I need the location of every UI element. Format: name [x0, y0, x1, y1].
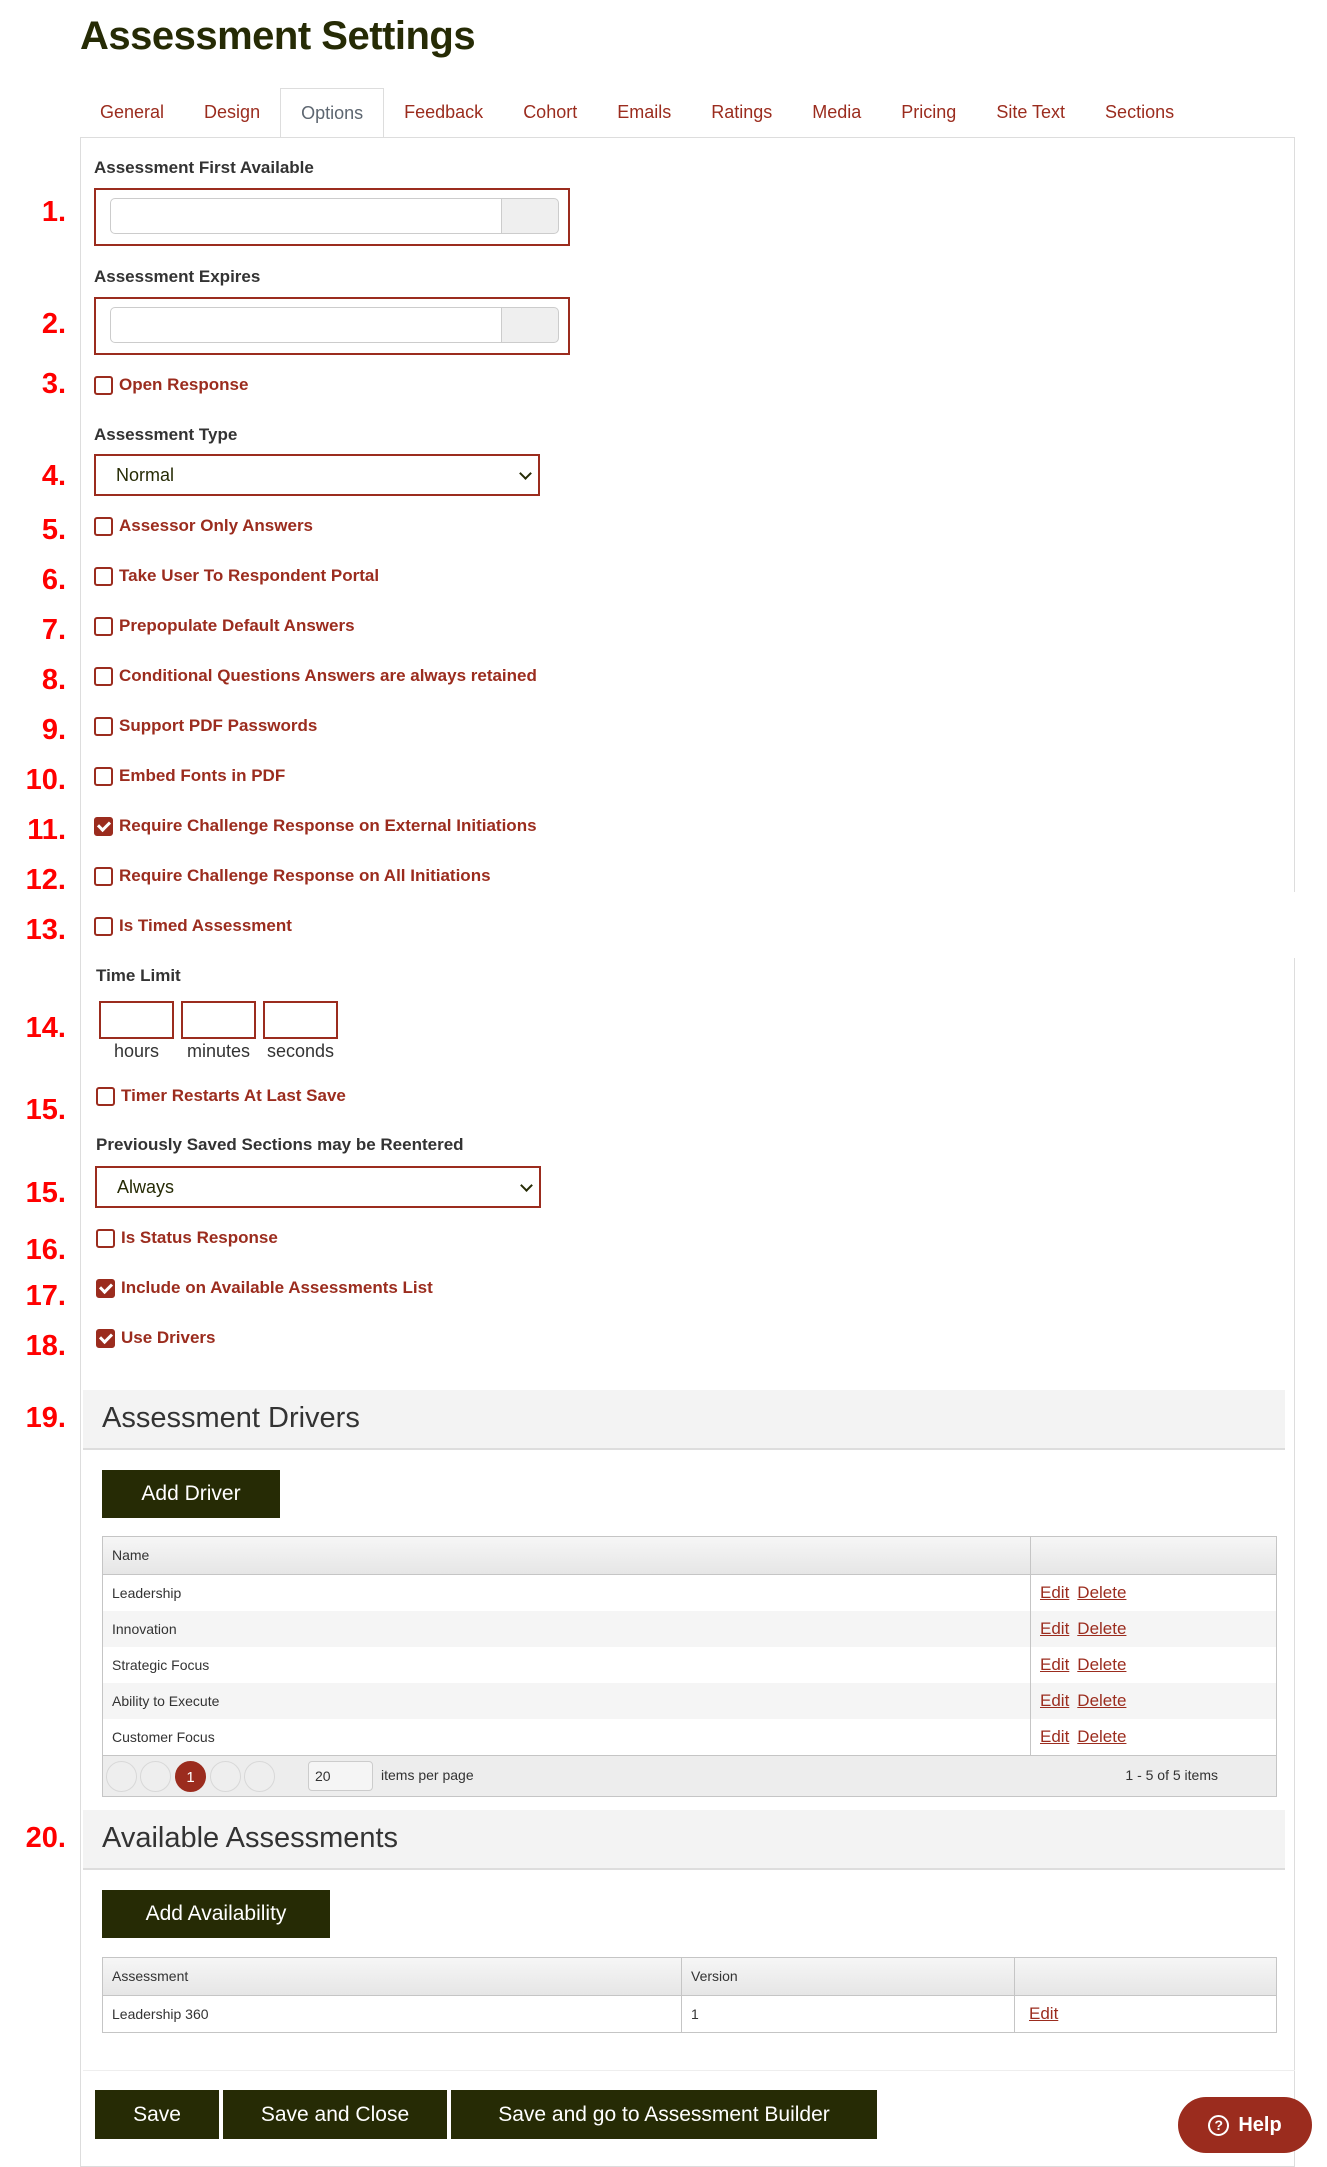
- tab-feedback[interactable]: Feedback: [404, 102, 484, 122]
- tab-emails[interactable]: Emails: [617, 102, 672, 122]
- delete-link[interactable]: Delete: [1077, 1727, 1127, 1746]
- use-drivers-label: Use Drivers: [121, 1328, 216, 1347]
- first-available-calendar-button[interactable]: [501, 198, 559, 234]
- annotation-1: 1.: [41, 196, 66, 228]
- help-label: Help: [1238, 2113, 1282, 2136]
- annotation-15b: 15.: [25, 1177, 66, 1209]
- challenge-external-label: Require Challenge Response on External Initiations: [119, 816, 537, 835]
- annotation-6: 6.: [41, 564, 66, 596]
- timed-label: Is Timed Assessment: [119, 916, 292, 935]
- status-response-checkbox[interactable]: [96, 1228, 278, 1248]
- table-row: [103, 1683, 1276, 1719]
- tab-general[interactable]: General: [100, 102, 165, 122]
- driver-name: Strategic Focus: [103, 1647, 1031, 1683]
- open-response-label: Open Response: [119, 375, 249, 394]
- table-row: [103, 1996, 1276, 2032]
- annotation-10: 10.: [25, 764, 66, 796]
- table-row: [103, 1647, 1276, 1683]
- edit-link[interactable]: Edit: [1040, 1583, 1070, 1602]
- expires-label: Assessment Expires: [94, 267, 261, 286]
- table-row: [103, 1719, 1276, 1755]
- annotation-15a: 15.: [25, 1094, 66, 1126]
- checkbox-icon: [94, 517, 113, 536]
- checkbox-icon: [94, 617, 113, 636]
- annotation-19: 19.: [25, 1402, 66, 1434]
- timer-restarts-checkbox[interactable]: [96, 1086, 346, 1106]
- page-size-label: items per page: [381, 1767, 474, 1783]
- annotation-8: 8.: [41, 664, 66, 696]
- hours-input[interactable]: [99, 1001, 174, 1039]
- checkbox-icon: [96, 1087, 115, 1106]
- pager-next-button[interactable]: [210, 1761, 241, 1792]
- timed-checkbox[interactable]: [94, 916, 292, 936]
- minutes-label: minutes: [186, 1041, 251, 1061]
- status-response-label: Is Status Response: [121, 1228, 278, 1247]
- conditional-retained-checkbox[interactable]: [94, 666, 537, 686]
- help-button[interactable]: [1178, 2097, 1312, 2153]
- drivers-title: Assessment Drivers: [102, 1402, 360, 1434]
- annotation-2: 2.: [41, 308, 66, 340]
- edit-link[interactable]: Edit: [1040, 1727, 1070, 1746]
- tab-options[interactable]: Options: [280, 88, 384, 138]
- conditional-retained-label: Conditional Questions Answers are always retained: [119, 666, 537, 685]
- first-available-picker: [94, 188, 570, 246]
- edit-link[interactable]: Edit: [1040, 1655, 1070, 1674]
- footer-divider: [83, 2070, 1295, 2071]
- tab-design[interactable]: Design: [204, 102, 261, 122]
- expires-calendar-button[interactable]: [501, 307, 559, 343]
- checkbox-icon: [94, 717, 113, 736]
- checkbox-icon: [94, 917, 113, 936]
- checkbox-icon: [96, 1229, 115, 1248]
- time-limit-label: Time Limit: [96, 966, 181, 985]
- available-table-header: [103, 1958, 1276, 1996]
- delete-link[interactable]: Delete: [1077, 1619, 1127, 1638]
- challenge-external-checkbox[interactable]: [94, 816, 537, 836]
- annotation-17: 17.: [25, 1280, 66, 1312]
- delete-link[interactable]: Delete: [1077, 1691, 1127, 1710]
- pager-page-1[interactable]: 1: [175, 1761, 206, 1792]
- column-header-actions: [1031, 1537, 1276, 1574]
- table-row: [103, 1575, 1276, 1611]
- annotation-7: 7.: [41, 614, 66, 646]
- drivers-section-header: [83, 1390, 1285, 1450]
- assessment-type-label: Assessment Type: [94, 425, 238, 444]
- pdf-passwords-checkbox[interactable]: [94, 716, 317, 736]
- column-header-actions: [1015, 1958, 1276, 1995]
- driver-name: Innovation: [103, 1611, 1031, 1647]
- available-title: Available Assessments: [102, 1822, 399, 1854]
- checkbox-icon: [94, 867, 113, 886]
- embed-fonts-checkbox[interactable]: [94, 766, 285, 786]
- first-available-label: Assessment First Available: [94, 158, 314, 177]
- prepopulate-checkbox[interactable]: [94, 616, 355, 636]
- delete-link[interactable]: Delete: [1077, 1655, 1127, 1674]
- drivers-table: [102, 1536, 1277, 1797]
- save-button[interactable]: Save: [95, 2090, 219, 2139]
- annotation-9: 9.: [41, 714, 66, 746]
- panel-gap: [1100, 892, 1327, 958]
- seconds-input[interactable]: [263, 1001, 338, 1039]
- reentered-select[interactable]: [95, 1166, 541, 1208]
- driver-name: Customer Focus: [103, 1719, 1031, 1755]
- column-header-version[interactable]: Version: [682, 1958, 1015, 1995]
- annotation-4: 4.: [41, 460, 66, 492]
- challenge-all-label: Require Challenge Response on All Initiations: [119, 866, 491, 885]
- annotation-13: 13.: [25, 914, 66, 946]
- pager-prev-button[interactable]: [140, 1761, 171, 1792]
- available-table: [102, 1957, 1277, 2033]
- checkbox-icon: [94, 376, 113, 395]
- tab-bar: [80, 88, 1194, 138]
- add-driver-button[interactable]: Add Driver: [102, 1470, 280, 1518]
- tab-media[interactable]: Media: [812, 102, 862, 122]
- save-and-close-button[interactable]: Save and Close: [223, 2090, 447, 2139]
- annotation-11: 11.: [27, 814, 66, 846]
- delete-link[interactable]: Delete: [1077, 1583, 1127, 1602]
- hours-label: hours: [113, 1041, 160, 1061]
- edit-link[interactable]: Edit: [1040, 1619, 1070, 1638]
- expires-picker: [94, 297, 570, 355]
- open-response-checkbox[interactable]: [94, 375, 248, 395]
- checkbox-checked-icon: [96, 1279, 115, 1298]
- table-row: [103, 1611, 1276, 1647]
- save-and-build-button[interactable]: Save and go to Assessment Builder: [451, 2090, 877, 2139]
- assessor-only-label: Assessor Only Answers: [119, 516, 314, 535]
- assessor-only-checkbox[interactable]: [94, 516, 313, 536]
- annotation-3: 3.: [41, 368, 66, 400]
- reentered-label: Previously Saved Sections may be Reentered: [96, 1135, 464, 1154]
- checkbox-checked-icon: [96, 1329, 115, 1348]
- tab-sections[interactable]: Sections: [1105, 102, 1175, 122]
- pager-last-button[interactable]: [244, 1761, 275, 1792]
- drivers-table-header: [103, 1537, 1276, 1575]
- column-header-name[interactable]: Name: [103, 1537, 1031, 1574]
- respondent-portal-checkbox[interactable]: [94, 566, 379, 586]
- tab-cohort[interactable]: Cohort: [523, 102, 578, 122]
- annotation-12: 12.: [25, 864, 66, 896]
- page-size-input[interactable]: 20: [308, 1761, 373, 1791]
- tab-pricing[interactable]: Pricing: [901, 102, 957, 122]
- respondent-portal-label: Take User To Respondent Portal: [119, 566, 380, 585]
- use-drivers-checkbox[interactable]: [96, 1328, 216, 1348]
- help-icon: ?: [1208, 2115, 1229, 2136]
- checkbox-icon: [94, 767, 113, 786]
- assessment-type-select[interactable]: [94, 454, 540, 496]
- add-availability-button[interactable]: Add Availability: [102, 1890, 330, 1938]
- pager-info: 1 - 5 of 5 items: [1125, 1767, 1218, 1783]
- annotation-14: 14.: [25, 1012, 66, 1044]
- expires-input[interactable]: [110, 307, 502, 343]
- annotation-18: 18.: [25, 1330, 66, 1362]
- assessment-version: 1: [682, 1996, 1015, 2032]
- prepopulate-label: Prepopulate Default Answers: [119, 616, 355, 635]
- checkbox-icon: [94, 667, 113, 686]
- annotation-5: 5.: [41, 514, 66, 546]
- include-available-label: Include on Available Assessments List: [121, 1278, 433, 1297]
- assessment-name: Leadership 360: [103, 1996, 682, 2032]
- embed-fonts-label: Embed Fonts in PDF: [119, 766, 286, 785]
- reentered-value: Always: [117, 1177, 175, 1197]
- column-header-assessment[interactable]: Assessment: [103, 1958, 682, 1995]
- chevron-down-icon: [520, 1179, 533, 1192]
- assessment-type-value: Normal: [116, 465, 175, 485]
- first-available-input[interactable]: [110, 198, 502, 234]
- annotation-20: 20.: [25, 1822, 66, 1854]
- driver-name: Leadership: [103, 1575, 1031, 1611]
- pager-first-button[interactable]: [106, 1761, 137, 1792]
- available-section-header: [83, 1810, 1285, 1870]
- tab-ratings[interactable]: Ratings: [711, 102, 773, 122]
- edit-link[interactable]: Edit: [1029, 2004, 1059, 2023]
- page-title: Assessment Settings: [80, 14, 476, 58]
- include-available-checkbox[interactable]: [96, 1278, 433, 1298]
- edit-link[interactable]: Edit: [1040, 1691, 1070, 1710]
- pdf-passwords-label: Support PDF Passwords: [119, 716, 318, 735]
- checkbox-icon: [94, 567, 113, 586]
- driver-name: Ability to Execute: [103, 1683, 1031, 1719]
- annotation-16: 16.: [25, 1234, 66, 1266]
- chevron-down-icon: [519, 467, 532, 480]
- seconds-label: seconds: [266, 1041, 335, 1061]
- drivers-pager: [103, 1755, 1276, 1796]
- challenge-all-checkbox[interactable]: [94, 866, 491, 886]
- tab-site-text[interactable]: Site Text: [996, 102, 1066, 122]
- checkbox-checked-icon: [94, 817, 113, 836]
- minutes-input[interactable]: [181, 1001, 256, 1039]
- timer-restarts-label: Timer Restarts At Last Save: [121, 1086, 346, 1105]
